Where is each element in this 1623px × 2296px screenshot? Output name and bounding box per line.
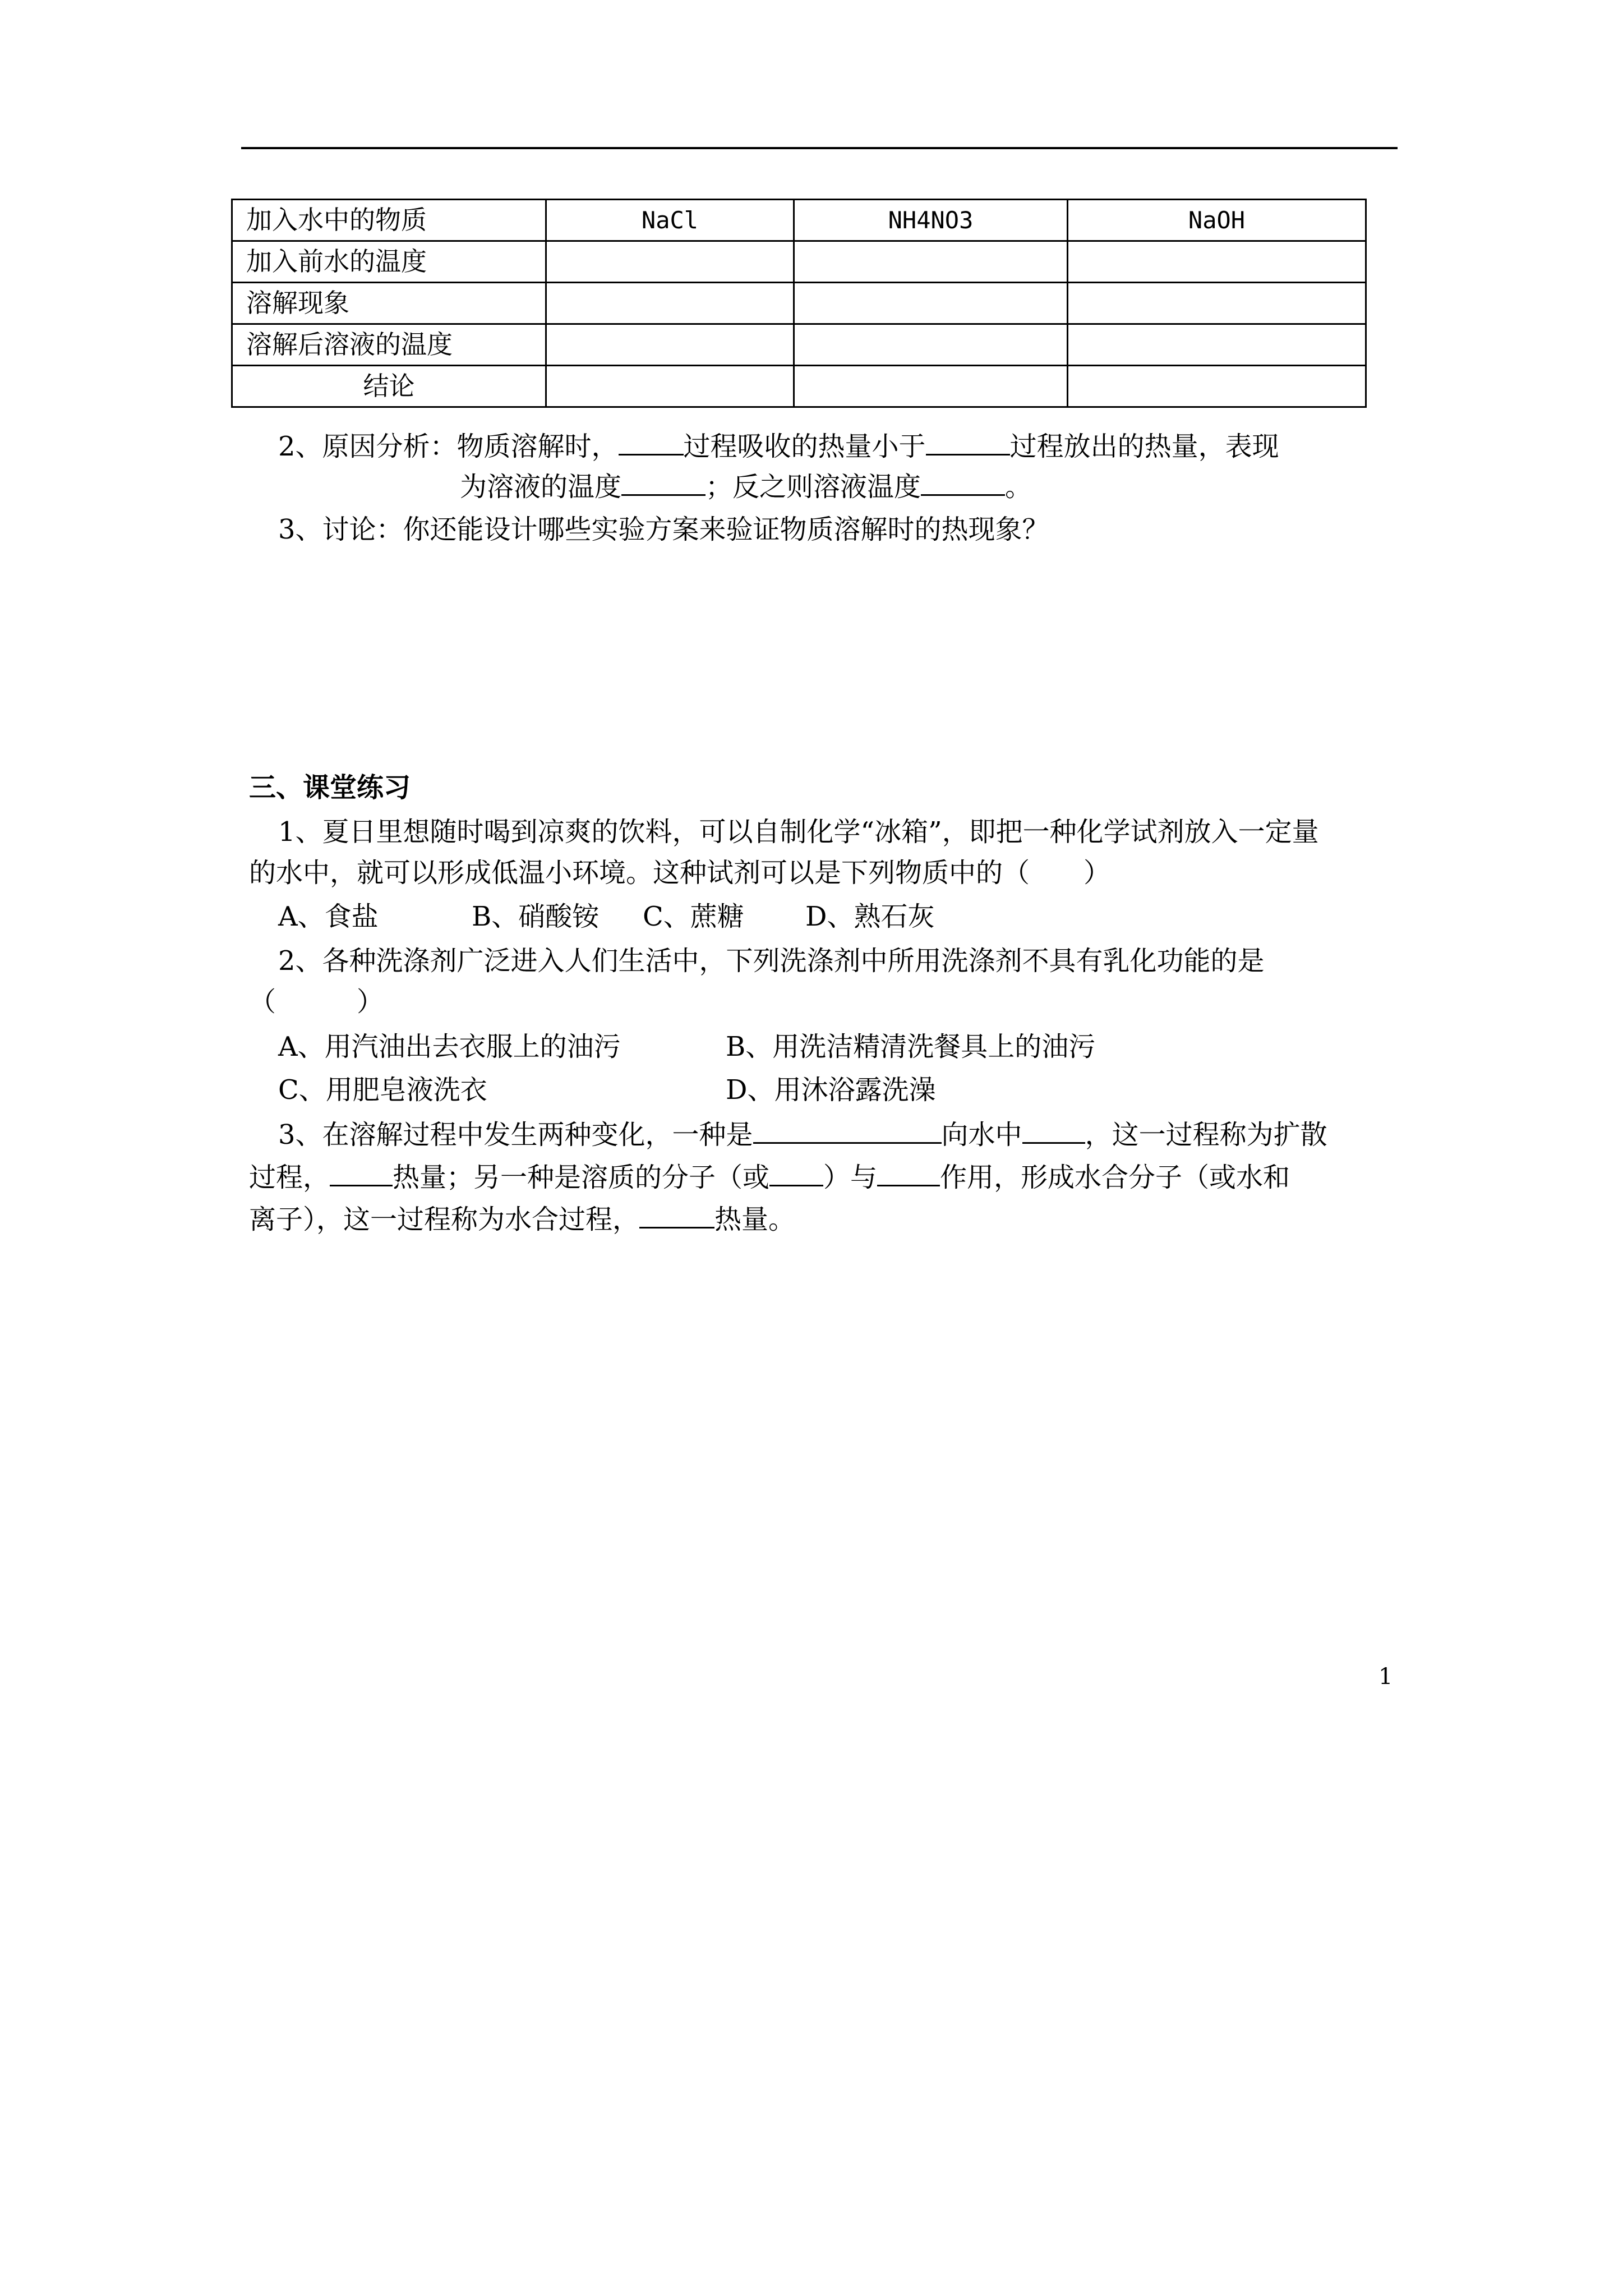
q2-options-ab: [278, 1030, 1095, 1064]
table-row: [232, 324, 1366, 366]
q1-options: [278, 900, 935, 933]
table-cell: [1068, 283, 1366, 324]
header-rule: [241, 147, 1398, 149]
fill-blank[interactable]: [877, 1159, 940, 1186]
fill-blank[interactable]: [330, 1159, 393, 1186]
fill-blank[interactable]: [639, 1201, 714, 1228]
table-row: [232, 241, 1366, 283]
option-a: A、食盐: [278, 901, 379, 932]
table-cell: 加入水中的物质: [232, 200, 546, 241]
option-a: A、用汽油出去衣服上的油污: [278, 1031, 621, 1062]
page-number: 1: [1378, 1664, 1393, 1690]
fill-blank[interactable]: [921, 468, 1005, 496]
fill-blank[interactable]: [621, 468, 706, 496]
q3-line-3: 离子），这一过程称为水合过程， 热量。: [249, 1201, 795, 1236]
table-row: [232, 366, 1366, 407]
table-cell: NaCl: [546, 200, 794, 241]
fill-blank[interactable]: [926, 428, 1010, 455]
table-cell: [794, 366, 1068, 407]
table-cell: [1068, 241, 1366, 283]
q1-line-2: 的水中，就可以形成低温小环境。这种试剂可以是下列物质中的（ ）: [249, 857, 1111, 889]
analysis-line-1: 2、原因分析：物质溶解时， 过程吸收的热量小于 过程放出的热量，表现: [278, 428, 1279, 463]
table-cell: 溶解后溶液的温度: [232, 324, 546, 366]
table-cell: NH4NO3: [794, 200, 1068, 241]
option-c: C、用肥皂液洗衣: [278, 1074, 487, 1106]
q2-line-2: （ ）: [249, 986, 384, 1018]
q1-line-1: 1、夏日里想随时喝到凉爽的饮料，可以自制化学“冰箱”，即把一种化学试剂放入一定量: [278, 816, 1319, 848]
analysis-line-2: 为溶液的温度 ；反之则溶液温度 。: [460, 468, 1032, 504]
table-cell: 加入前水的温度: [232, 241, 546, 283]
table-cell: 溶解现象: [232, 283, 546, 324]
table-cell: [794, 283, 1068, 324]
table-header-row: [232, 200, 1366, 241]
option-b: B、硝酸铵: [472, 901, 600, 932]
fill-blank[interactable]: [1022, 1116, 1085, 1144]
option-d: D、用沐浴露洗澡: [726, 1074, 936, 1106]
table-cell: NaOH: [1068, 200, 1366, 241]
q3-line-1: 3、在溶解过程中发生两种变化，一种是 向水中 ，这一过程称为扩散: [278, 1116, 1327, 1152]
table-cell: [1068, 366, 1366, 407]
fill-blank[interactable]: [619, 428, 684, 455]
option-c: C、蔗糖: [643, 901, 744, 932]
table-row: [232, 283, 1366, 324]
option-b: B、用洗洁精清洗餐具上的油污: [726, 1031, 1096, 1062]
table-cell: 结论: [232, 366, 546, 407]
fill-blank[interactable]: [769, 1159, 823, 1186]
option-d: D、熟石灰: [805, 901, 935, 932]
table-cell: [546, 366, 794, 407]
fill-blank[interactable]: [753, 1116, 942, 1144]
table-cell: [546, 241, 794, 283]
experiment-table: [231, 199, 1367, 408]
table-cell: [546, 283, 794, 324]
q2-options-cd: [278, 1073, 936, 1107]
q2-line-1: 2、各种洗涤剂广泛进入人们生活中，下列洗涤剂中所用洗涤剂不具有乳化功能的是: [278, 945, 1265, 977]
section-title: 三、课堂练习: [249, 772, 411, 803]
table-cell: [1068, 324, 1366, 366]
table-cell: [546, 324, 794, 366]
table-cell: [794, 324, 1068, 366]
discussion-line: 3、讨论：你还能设计哪些实验方案来验证物质溶解时的热现象？: [278, 514, 1049, 545]
table-cell: [794, 241, 1068, 283]
q3-line-2: 过程， 热量；另一种是溶质的分子（或 ）与 作用，形成水合分子（或水和: [249, 1159, 1290, 1194]
